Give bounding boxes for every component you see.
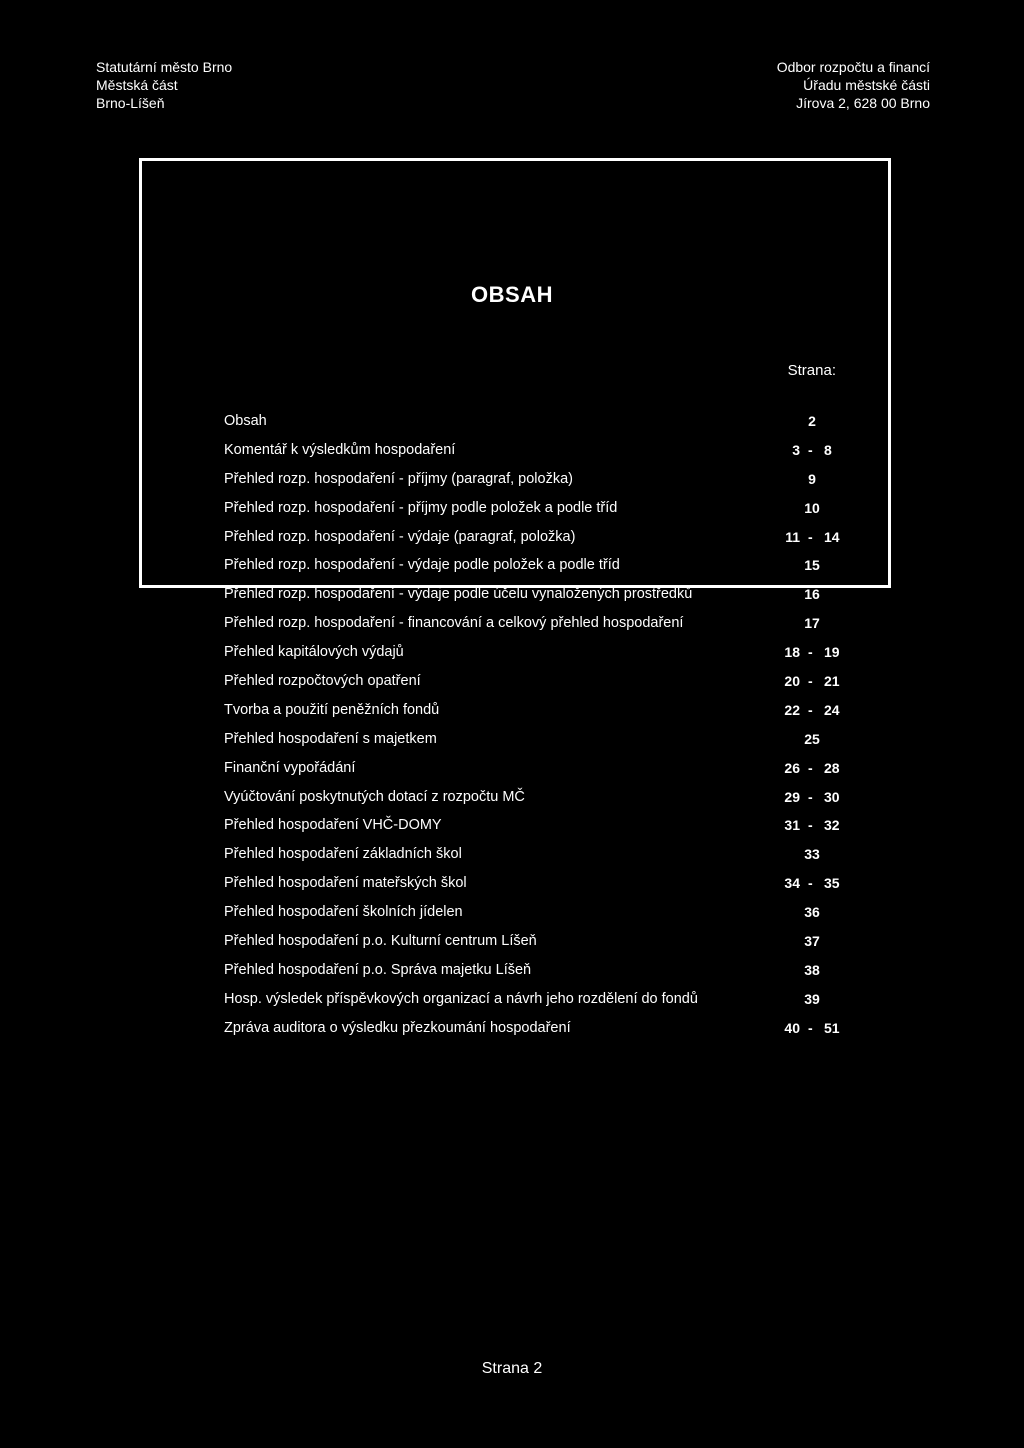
toc-row bbox=[224, 927, 844, 956]
toc-row bbox=[224, 1014, 844, 1043]
toc-page-dash: - bbox=[808, 817, 813, 834]
header-right bbox=[777, 58, 930, 112]
toc-row bbox=[224, 407, 844, 436]
toc-row bbox=[224, 725, 844, 754]
toc-row bbox=[224, 436, 844, 465]
toc-row bbox=[224, 551, 844, 580]
toc-page-dash: - bbox=[808, 528, 813, 545]
page-column-label: Strana: bbox=[787, 362, 836, 379]
header-city: Statutární město Brno bbox=[96, 59, 233, 75]
toc-row bbox=[224, 696, 844, 725]
toc-entry-label: Přehled rozp. hospodaření - výdaje podle účelu vynaložených prostředků bbox=[224, 586, 693, 603]
toc-row bbox=[224, 609, 844, 638]
toc-entry-label: Vyúčtování poskytnutých dotací z rozpočtu MČ bbox=[224, 788, 525, 805]
toc-page-single: 39 bbox=[804, 990, 820, 1007]
toc-entry-label: Přehled rozp. hospodaření - výdaje (paragraf, položka) bbox=[224, 528, 576, 545]
toc-page-to: 28 bbox=[824, 759, 840, 776]
page-number-footer: Strana 2 bbox=[481, 1360, 543, 1377]
toc-page-dash: - bbox=[808, 788, 813, 805]
toc-page-from: 3 bbox=[792, 441, 800, 458]
toc-entry-label: Přehled hospodaření základních škol bbox=[224, 846, 462, 863]
toc-page-from: 40 bbox=[784, 1019, 800, 1036]
toc-entry-label: Přehled rozp. hospodaření - příjmy (paragraf, položka) bbox=[224, 470, 573, 487]
toc-row bbox=[224, 754, 844, 783]
toc-row bbox=[224, 869, 844, 898]
toc-entry-label: Přehled hospodaření VHČ-DOMY bbox=[224, 817, 442, 834]
toc-entry-label: Přehled hospodaření p.o. Správa majetku Líšeň bbox=[224, 961, 532, 978]
toc-entry-label: Přehled hospodaření s majetkem bbox=[224, 730, 437, 747]
toc-entry-label: Přehled rozp. hospodaření - výdaje podle položek a podle tříd bbox=[224, 557, 620, 574]
toc-page-dash: - bbox=[808, 673, 813, 690]
toc-page-dash: - bbox=[808, 701, 813, 718]
toc-page-single: 25 bbox=[804, 730, 820, 747]
toc-row bbox=[224, 956, 844, 985]
toc-page-from: 31 bbox=[784, 817, 800, 834]
toc-row bbox=[224, 898, 844, 927]
toc-page-to: 19 bbox=[824, 644, 840, 661]
toc-page-dash: - bbox=[808, 644, 813, 661]
toc-page-dash: - bbox=[808, 1019, 813, 1036]
page-title: OBSAH bbox=[471, 282, 553, 307]
toc-page-single: 38 bbox=[804, 961, 820, 978]
toc-page-from: 29 bbox=[784, 788, 800, 805]
toc-page-to: 8 bbox=[824, 441, 832, 458]
toc-page-single: 33 bbox=[804, 846, 820, 863]
toc-entry-label: Finanční vypořádání bbox=[224, 759, 356, 776]
toc-row bbox=[224, 811, 844, 840]
toc-page-to: 14 bbox=[824, 528, 840, 545]
toc-page-single: 37 bbox=[804, 933, 820, 950]
toc-entry-label: Přehled hospodaření p.o. Kulturní centrum Líšeň bbox=[224, 933, 537, 950]
toc-page-to: 30 bbox=[824, 788, 840, 805]
toc-page-single: 17 bbox=[804, 615, 820, 632]
toc-entry-label: Hosp. výsledek příspěvkových organizací a návrh jeho rozdělení do fondů bbox=[224, 990, 698, 1007]
toc-entry-label: Komentář k výsledkům hospodaření bbox=[224, 441, 456, 458]
toc-row bbox=[224, 494, 844, 523]
header-district-label: Městská část bbox=[96, 77, 178, 93]
toc-page-dash: - bbox=[808, 875, 813, 892]
toc-page-from: 20 bbox=[784, 673, 800, 690]
toc-page-to: 35 bbox=[824, 875, 840, 892]
toc-entry-label: Přehled rozp. hospodaření - příjmy podle položek a podle tříd bbox=[224, 499, 618, 516]
toc-entry-label: Přehled hospodaření mateřských škol bbox=[224, 875, 467, 892]
toc-page-to: 21 bbox=[824, 673, 840, 690]
toc-page-to: 32 bbox=[824, 817, 840, 834]
header-office: Úřadu městské části bbox=[803, 77, 930, 93]
toc-page-single: 15 bbox=[804, 557, 820, 574]
toc-entry-label: Přehled rozpočtových opatření bbox=[224, 673, 421, 690]
toc-row bbox=[224, 523, 844, 552]
toc-page-from: 34 bbox=[784, 875, 800, 892]
header-left bbox=[96, 58, 232, 112]
toc-page-from: 11 bbox=[785, 528, 800, 545]
toc-page-single: 10 bbox=[804, 499, 820, 516]
toc-page-single: 36 bbox=[804, 904, 820, 921]
toc-page-to: 24 bbox=[824, 701, 840, 718]
toc-page-single: 16 bbox=[804, 586, 820, 603]
toc-row bbox=[224, 840, 844, 869]
toc-page-from: 18 bbox=[784, 644, 800, 661]
toc-entry-label: Zpráva auditora o výsledku přezkoumání hospodaření bbox=[224, 1019, 571, 1036]
toc-entry-label: Tvorba a použití peněžních fondů bbox=[224, 701, 440, 718]
toc-page-dash: - bbox=[808, 759, 813, 776]
toc-row bbox=[224, 465, 844, 494]
toc-row bbox=[224, 667, 844, 696]
toc-entry-label: Obsah bbox=[224, 413, 267, 429]
toc-entry-label: Přehled rozp. hospodaření - financování a celkový přehled hospodaření bbox=[224, 615, 684, 632]
toc-row bbox=[224, 985, 844, 1014]
toc-entry-label: Přehled kapitálových výdajů bbox=[224, 644, 404, 661]
toc-page-dash: - bbox=[808, 441, 813, 458]
toc-page-from: 22 bbox=[784, 701, 800, 718]
toc-page-single: 2 bbox=[808, 413, 816, 429]
header-address: Jírova 2, 628 00 Brno bbox=[796, 95, 930, 111]
toc-page-from: 26 bbox=[784, 759, 800, 776]
toc-row bbox=[224, 638, 844, 667]
toc-entry-label: Přehled hospodaření školních jídelen bbox=[224, 904, 463, 921]
toc-row bbox=[224, 580, 844, 609]
table-of-contents bbox=[224, 407, 844, 1043]
header-department: Odbor rozpočtu a financí bbox=[776, 59, 930, 75]
header-district: Brno-Líšeň bbox=[96, 95, 165, 111]
toc-page-single: 9 bbox=[808, 470, 816, 487]
toc-row bbox=[224, 783, 844, 812]
toc-page-to: 51 bbox=[824, 1019, 840, 1036]
